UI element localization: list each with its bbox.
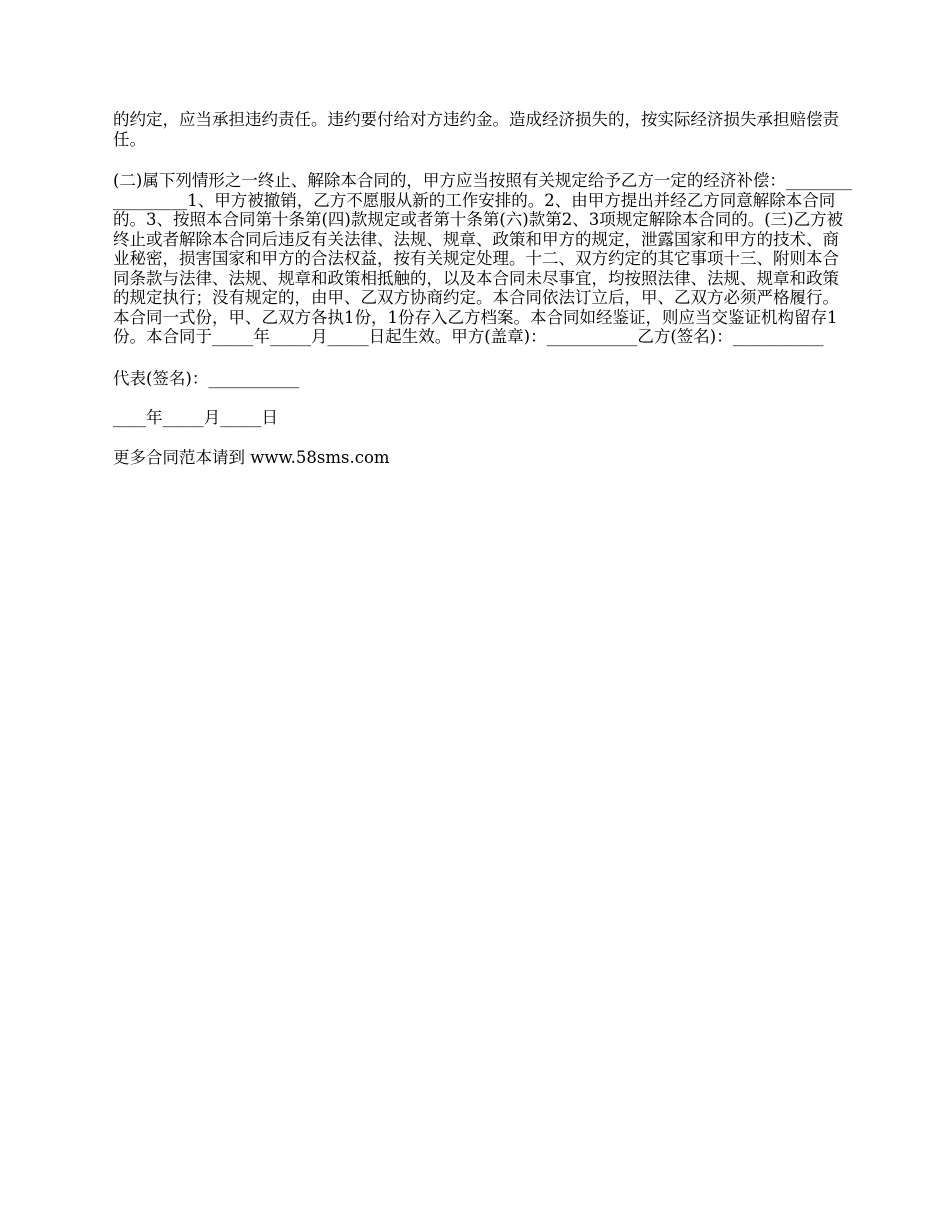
footer-more-templates: 更多合同范本请到 www.58sms.com <box>113 447 390 467</box>
document-body <box>113 110 853 489</box>
representative-signature-line: 代表(签名)：___________ <box>113 368 300 388</box>
paragraph-liability: 的约定，应当承担违约责任。违约要付给对方违约金。造成经济损失的，按实际经济损失承担赔偿责任。 <box>113 110 839 149</box>
paragraph-compensation-terms: (二)属下列情形之一终止、解除本合同的，甲方应当按照有关规定给予乙方一定的经济补偿：_________________1、甲方被撤销，乙方不愿服从新的工作安排的。2、由甲方提出并经乙方同意解除本合同的。3、按照本合同第十条第(四)款规定或者第十条第(六)款第2、3项规定解除本合同的。(三)乙方被终止或者解除本合同后违反有关法律、法规、规章、政策和甲方的规定，泄露国家和甲方的技术、商业秘密，损害国家和甲方的合法权益，按有关规定处理。十二、双方约定的其它事项十三、附则本合同条款与法律、法规、规章和政策相抵触的，以及本合同未尽事宜，均按照法律、法规、规章和政策的规定执行；没有规定的，由甲、乙双方协商约定。本合同依法订立后，甲、乙双方必须严格履行。本合同一式份，甲、乙双方各执1份，1份存入乙方档案。本合同如经鉴证，则应当交鉴证机构留存1份。本合同于_____年_____月_____日起生效。甲方(盖章)：___________乙方(签名)：___________ <box>113 171 852 346</box>
date-line: ____年_____月_____日 <box>113 408 278 427</box>
